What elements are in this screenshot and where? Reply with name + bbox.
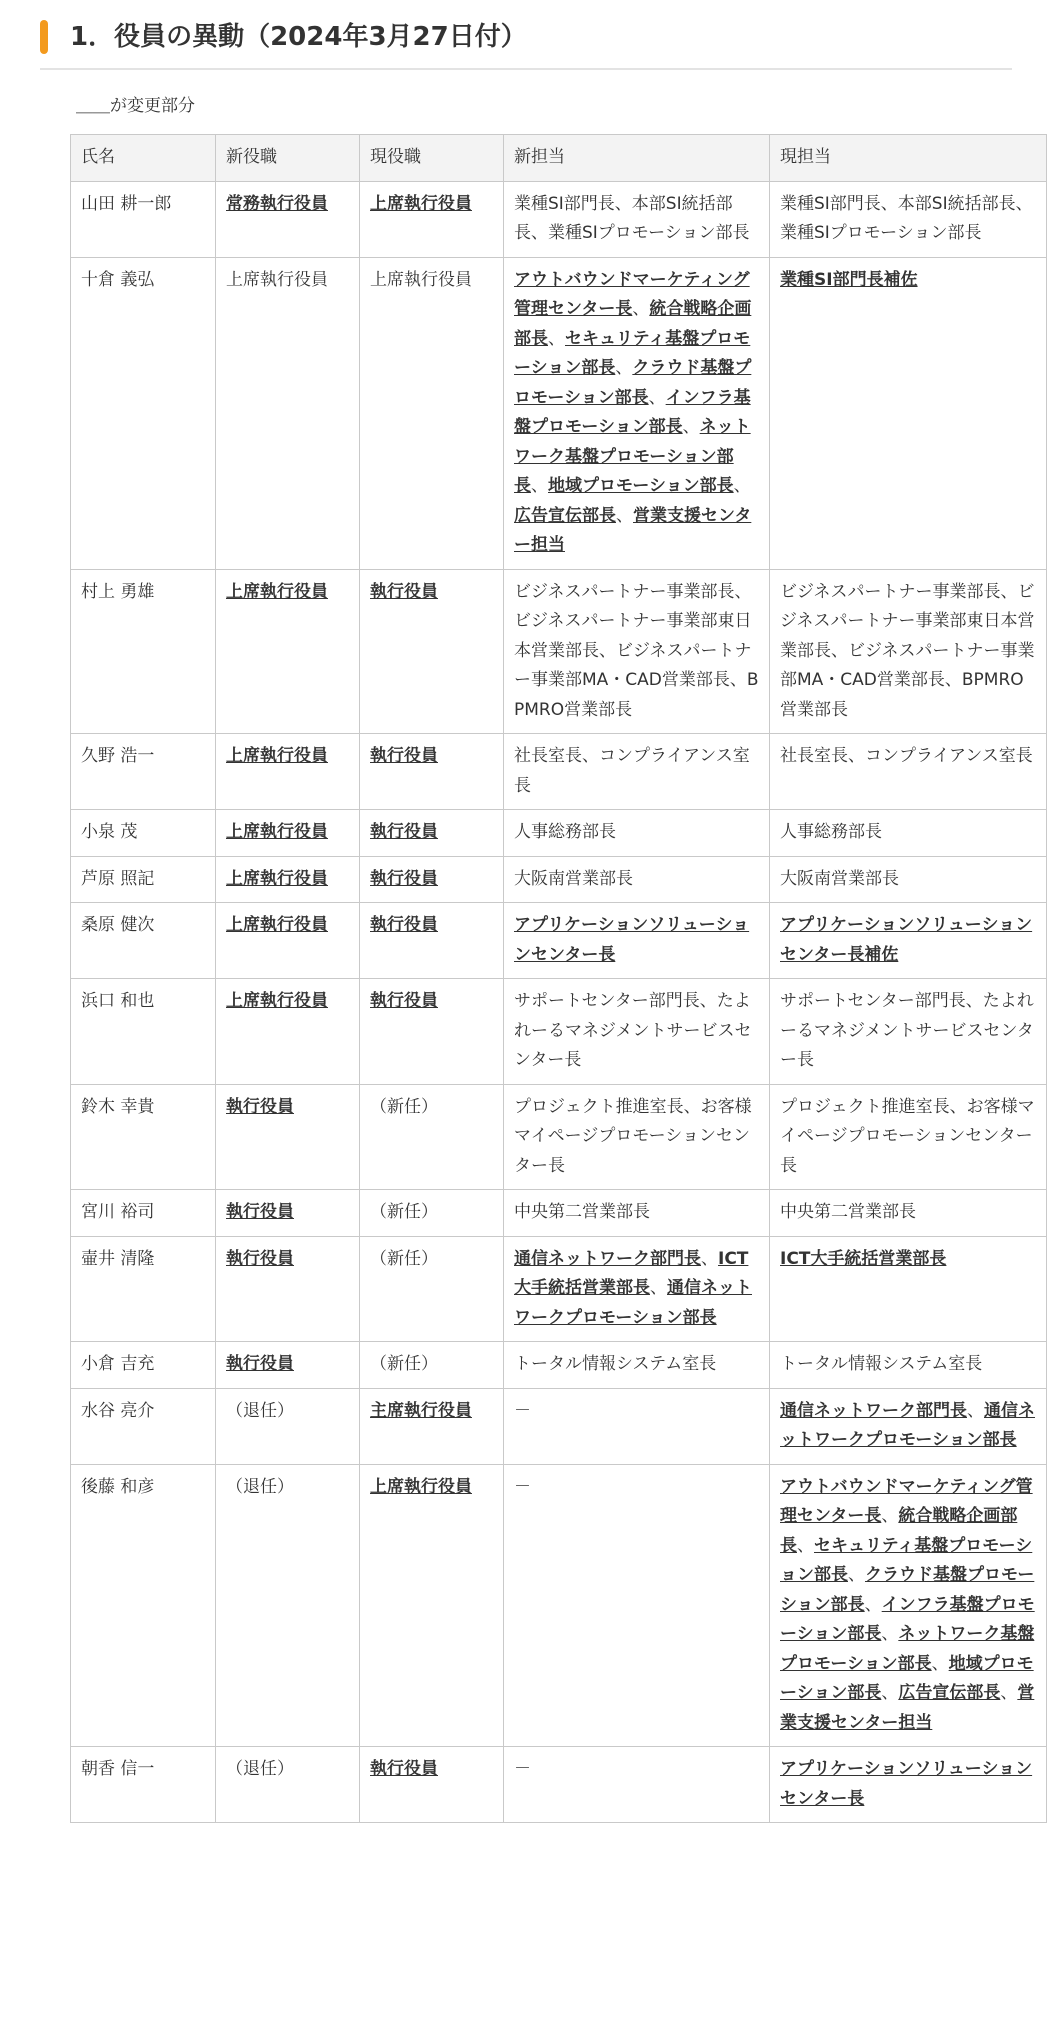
duty-segment: 営業支援センター担当 (780, 1683, 1035, 1733)
cell-new-role (216, 903, 360, 979)
duty-segment: アウトバウンドマーケティング管理センター長 (514, 269, 750, 319)
cell-current-role-text: 執行役員 (370, 822, 438, 842)
duty-segment: ネットワーク基盤プロモーション部長 (514, 417, 751, 496)
cell-current-role-text: 執行役員 (370, 868, 438, 889)
duty-segment: 、 (864, 1594, 882, 1615)
cell-name (71, 979, 216, 1085)
header-new-role: 新役職 (216, 135, 360, 182)
cell-name-text: 久野 浩一 (81, 746, 155, 766)
section-heading (40, 20, 1012, 70)
cell-new-role-text: 常務執行役員 (226, 193, 328, 214)
cell-name (71, 1464, 216, 1747)
cell-name (71, 856, 216, 903)
page (0, 20, 1052, 1823)
table-row (71, 1084, 1047, 1190)
duty-segment: 通信ネットワーク部門長 (514, 1248, 701, 1269)
cell-current-role (360, 734, 504, 810)
duty-segment: ビジネスパートナー事業部長、ビジネスパートナー事業部東日本営業部長、ビジネスパートナー事業部MA・CAD営業部長、BPMRO営業部長 (514, 581, 759, 720)
duty-segment: 通信ネットワーク部門長 (780, 1400, 967, 1421)
duty-segment: 、 (881, 1506, 899, 1526)
duty-segment: 、 (650, 1278, 667, 1298)
cell-current-role-text: 上席執行役員 (370, 193, 472, 214)
cell-new-role-text: 上席執行役員 (226, 746, 328, 766)
duty-segment: － (514, 1759, 531, 1779)
cell-current-duty (770, 1388, 1047, 1464)
cell-name (71, 569, 216, 734)
cell-current-role (360, 1388, 504, 1464)
cell-new-duty (504, 257, 770, 569)
table-row (71, 1190, 1047, 1237)
executive-change-table (70, 134, 1047, 1823)
cell-new-role (216, 1342, 360, 1389)
duty-segment: 社長室長、コンプライアンス室長 (780, 746, 1033, 766)
duty-segment: 、 (848, 1565, 865, 1585)
duty-segment: 、 (632, 299, 650, 319)
cell-current-duty (770, 1084, 1047, 1190)
cell-name (71, 1190, 216, 1237)
cell-name-text: 芦原 照記 (81, 868, 155, 889)
duty-segment: 、 (1000, 1683, 1018, 1703)
cell-new-duty (504, 734, 770, 810)
duty-segment: トータル情報システム室長 (514, 1354, 717, 1374)
cell-current-role-text: 執行役員 (370, 746, 438, 766)
cell-current-duty (770, 856, 1047, 903)
duty-segment: 、 (548, 328, 565, 349)
cell-current-role-text: （新任） (370, 1096, 438, 1117)
cell-new-role-text: 執行役員 (226, 1354, 294, 1374)
duty-segment: ICT大手統括営業部長 (780, 1248, 947, 1269)
duty-segment: セキュリティ基盤プロモーション部長 (780, 1535, 1033, 1585)
cell-current-duty (770, 569, 1047, 734)
cell-name (71, 181, 216, 257)
cell-name-text: 鈴木 幸貴 (81, 1096, 155, 1117)
cell-current-role-text: 執行役員 (370, 581, 438, 602)
cell-name (71, 1388, 216, 1464)
cell-name (71, 810, 216, 857)
duty-segment: サポートセンター部門長、たよれーるマネジメントサービスセンター長 (514, 991, 752, 1070)
table-row (71, 903, 1047, 979)
table-row (71, 856, 1047, 903)
duty-segment: 広告宣伝部長 (514, 505, 616, 526)
duty-segment: － (514, 1400, 531, 1421)
cell-current-duty (770, 734, 1047, 810)
cell-name-text: 浜口 和也 (81, 991, 155, 1011)
header-current-duty: 現担当 (770, 135, 1047, 182)
cell-current-duty (770, 1190, 1047, 1237)
duty-segment: アウトバウンドマーケティング管理センター長 (780, 1476, 1033, 1526)
cell-name (71, 1747, 216, 1823)
cell-new-role-text: 上席執行役員 (226, 991, 328, 1011)
cell-current-role (360, 1464, 504, 1747)
table-header-row (71, 135, 1047, 182)
cell-current-role-text: 執行役員 (370, 991, 438, 1011)
duty-segment: プロジェクト推進室長、お客様マイページプロモーションセンター長 (780, 1096, 1035, 1176)
cell-new-role-text: 上席執行役員 (226, 269, 328, 290)
duty-segment: 人事総務部長 (780, 822, 882, 842)
duty-segment: 、 (931, 1653, 949, 1674)
cell-name (71, 734, 216, 810)
cell-current-duty (770, 1236, 1047, 1342)
duty-segment: 、 (797, 1535, 814, 1556)
duty-segment: 大阪南営業部長 (780, 868, 899, 889)
duty-segment: ネットワーク基盤プロモーション部長 (780, 1624, 1035, 1674)
cell-new-role (216, 979, 360, 1085)
duty-segment: インフラ基盤プロモーション部長 (514, 387, 751, 437)
heading-accent-bar (40, 20, 48, 54)
cell-current-role-text: （新任） (370, 1248, 438, 1269)
cell-current-role (360, 1084, 504, 1190)
cell-new-duty (504, 181, 770, 257)
cell-new-role (216, 569, 360, 734)
duty-segment: 、 (616, 505, 633, 526)
duty-segment: 中央第二営業部長 (514, 1202, 650, 1222)
cell-new-role-text: 執行役員 (226, 1202, 294, 1222)
cell-name (71, 1342, 216, 1389)
cell-name-text: 十倉 義弘 (81, 269, 155, 290)
cell-new-role (216, 810, 360, 857)
cell-new-duty (504, 1464, 770, 1747)
duty-segment: 通信ネットワークプロモーション部長 (514, 1278, 752, 1328)
duty-segment: － (514, 1476, 531, 1497)
cell-new-duty (504, 1190, 770, 1237)
cell-new-role-text: 上席執行役員 (226, 915, 328, 935)
cell-new-role-text: 上席執行役員 (226, 581, 328, 602)
cell-new-role (216, 1388, 360, 1464)
cell-current-duty (770, 1342, 1047, 1389)
cell-name-text: 村上 勇雄 (81, 581, 155, 602)
duty-segment: 地域プロモーション部長 (548, 476, 734, 496)
duty-segment: 業種SI部門長、本部SI統括部長、業種SIプロモーション部長 (514, 193, 750, 243)
duty-segment: 、 (701, 1248, 718, 1269)
table-row (71, 1342, 1047, 1389)
duty-segment: プロジェクト推進室長、お客様マイページプロモーションセンター長 (514, 1096, 752, 1176)
cell-current-role (360, 979, 504, 1085)
cell-new-duty (504, 979, 770, 1085)
cell-current-role-text: （新任） (370, 1202, 438, 1222)
cell-new-role-text: （退任） (226, 1400, 294, 1421)
cell-new-role (216, 1747, 360, 1823)
duty-segment: 、 (648, 387, 666, 408)
cell-current-duty (770, 1747, 1047, 1823)
cell-current-duty (770, 810, 1047, 857)
cell-current-role-text: 上席執行役員 (370, 269, 472, 290)
cell-new-role-text: 執行役員 (226, 1096, 294, 1117)
cell-name-text: 水谷 亮介 (81, 1400, 155, 1421)
cell-new-role (216, 1190, 360, 1237)
section-title: 1．役員の異動（2024年3月27日付） (70, 22, 527, 52)
cell-new-role (216, 181, 360, 257)
cell-name-text: 壷井 清隆 (81, 1248, 155, 1269)
cell-name-text: 小泉 茂 (81, 822, 138, 842)
cell-new-duty (504, 1747, 770, 1823)
duty-segment: インフラ基盤プロモーション部長 (780, 1594, 1035, 1644)
cell-new-duty (504, 569, 770, 734)
cell-current-role-text: 主席執行役員 (370, 1400, 472, 1421)
table-row (71, 1747, 1047, 1823)
cell-new-role-text: 上席執行役員 (226, 868, 328, 889)
duty-segment: アプリケーションソリューションセンター長 (514, 915, 750, 965)
cell-new-duty (504, 903, 770, 979)
duty-segment: トータル情報システム室長 (780, 1354, 983, 1374)
table-row (71, 734, 1047, 810)
cell-name-text: 後藤 和彦 (81, 1476, 155, 1497)
cell-new-duty (504, 1236, 770, 1342)
duty-segment: 広告宣伝部長 (898, 1683, 1001, 1703)
table-row (71, 1236, 1047, 1342)
duty-segment: 、 (881, 1624, 899, 1644)
duty-segment: アプリケーションソリューションセンター長補佐 (780, 915, 1033, 965)
duty-segment: 社長室長、コンプライアンス室長 (514, 746, 750, 796)
cell-name-text: 山田 耕一郎 (81, 193, 172, 214)
cell-new-duty (504, 856, 770, 903)
duty-segment: 通信ネットワークプロモーション部長 (780, 1400, 1035, 1450)
cell-name (71, 903, 216, 979)
duty-segment: アプリケーションソリューションセンター長 (780, 1759, 1033, 1809)
duty-segment: 中央第二営業部長 (780, 1202, 916, 1222)
cell-new-role (216, 734, 360, 810)
cell-current-role-text: 執行役員 (370, 915, 438, 935)
cell-current-duty (770, 1464, 1047, 1747)
cell-current-role-text: 上席執行役員 (370, 1476, 472, 1497)
cell-current-duty (770, 257, 1047, 569)
cell-new-role-text: 上席執行役員 (226, 822, 328, 842)
duty-segment: クラウド基盤プロモーション部長 (780, 1565, 1035, 1615)
cell-new-role-text: （退任） (226, 1476, 294, 1497)
change-note: ＿＿が変更部分 (76, 96, 195, 116)
cell-current-role (360, 1342, 504, 1389)
cell-name (71, 1236, 216, 1342)
cell-new-role (216, 1236, 360, 1342)
duty-segment: 人事総務部長 (514, 822, 616, 842)
cell-current-role (360, 569, 504, 734)
duty-segment: 、 (531, 476, 548, 496)
header-current-role: 現役職 (360, 135, 504, 182)
cell-current-role (360, 903, 504, 979)
cell-current-duty (770, 903, 1047, 979)
cell-new-role-text: 執行役員 (226, 1248, 294, 1269)
duty-segment: 地域プロモーション部長 (780, 1653, 1034, 1703)
cell-new-role (216, 856, 360, 903)
duty-segment: 、 (615, 358, 633, 378)
cell-new-duty (504, 1084, 770, 1190)
table-row (71, 181, 1047, 257)
cell-new-role-text: （退任） (226, 1759, 294, 1779)
duty-segment: クラウド基盤プロモーション部長 (514, 358, 752, 408)
table-row (71, 1388, 1047, 1464)
duty-segment: ビジネスパートナー事業部長、ビジネスパートナー事業部東日本営業部長、ビジネスパートナー事業部MA・CAD営業部長、BPMRO営業部長 (780, 581, 1035, 720)
cell-name-text: 宮川 裕司 (81, 1202, 155, 1222)
duty-segment: 統合戦略企画部長 (780, 1506, 1018, 1556)
duty-segment: ICT大手統括営業部長 (514, 1248, 749, 1298)
table-row (71, 810, 1047, 857)
cell-new-role (216, 1464, 360, 1747)
duty-segment: 、 (881, 1683, 899, 1703)
header-name: 氏名 (71, 135, 216, 182)
cell-name (71, 1084, 216, 1190)
cell-current-duty (770, 979, 1047, 1085)
cell-name-text: 朝香 信一 (81, 1759, 155, 1779)
header-new-duty: 新担当 (504, 135, 770, 182)
table-row (71, 569, 1047, 734)
cell-new-duty (504, 1388, 770, 1464)
duty-segment: 、 (733, 476, 751, 496)
duty-segment: セキュリティ基盤プロモーション部長 (514, 328, 751, 378)
duty-segment: 統合戦略企画部長 (514, 299, 752, 349)
duty-segment: 、 (967, 1400, 984, 1421)
table-row (71, 979, 1047, 1085)
table-row (71, 1464, 1047, 1747)
cell-current-role (360, 856, 504, 903)
cell-current-role (360, 1747, 504, 1823)
cell-new-role (216, 1084, 360, 1190)
cell-new-duty (504, 810, 770, 857)
cell-name (71, 257, 216, 569)
cell-name-text: 小倉 吉充 (81, 1354, 155, 1374)
cell-current-role (360, 1190, 504, 1237)
cell-current-role (360, 181, 504, 257)
duty-segment: 大阪南営業部長 (514, 868, 633, 889)
cell-current-role (360, 257, 504, 569)
cell-current-role-text: 執行役員 (370, 1759, 438, 1779)
cell-new-duty (504, 1342, 770, 1389)
cell-current-role (360, 810, 504, 857)
cell-current-role (360, 1236, 504, 1342)
cell-new-role (216, 257, 360, 569)
cell-name-text: 桑原 健次 (81, 915, 155, 935)
duty-segment: 業種SI部門長、本部SI統括部長、業種SIプロモーション部長 (780, 193, 1033, 243)
cell-current-duty (770, 181, 1047, 257)
duty-segment: サポートセンター部門長、たよれーるマネジメントサービスセンター長 (780, 991, 1034, 1070)
duty-segment: 営業支援センター担当 (514, 505, 752, 555)
duty-segment: 業種SI部門長補佐 (780, 269, 918, 290)
table-row (71, 257, 1047, 569)
cell-current-role-text: （新任） (370, 1354, 438, 1374)
table-body (71, 181, 1047, 1823)
duty-segment: 、 (682, 417, 700, 437)
